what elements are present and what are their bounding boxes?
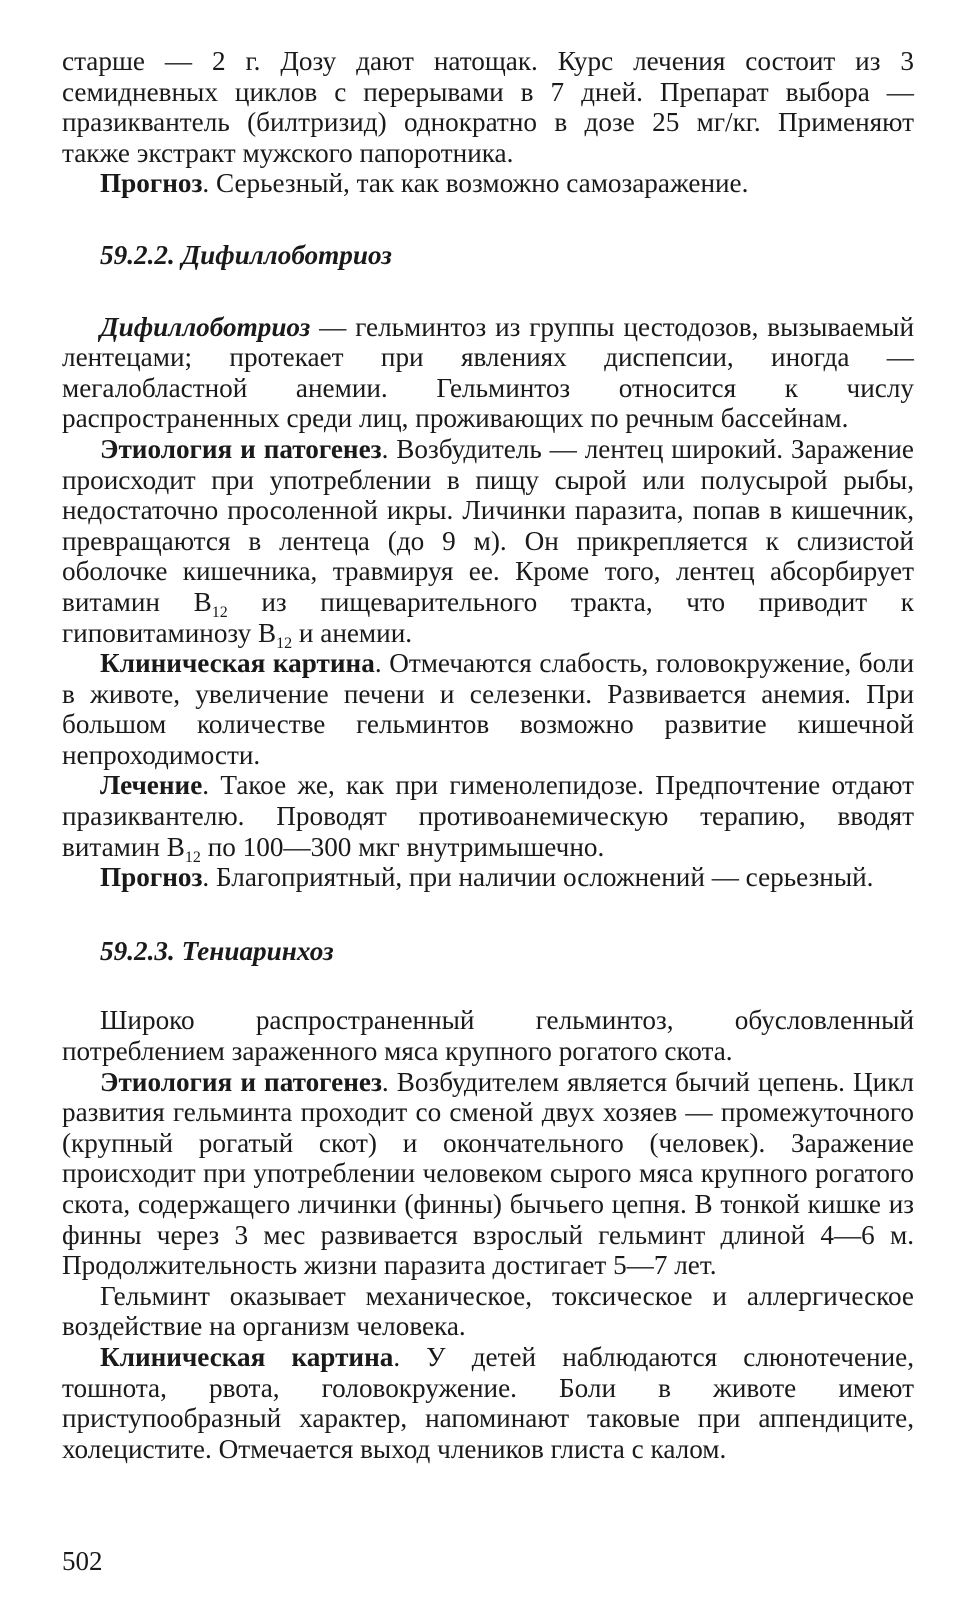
subscript-12: 12 — [184, 848, 201, 866]
paragraph-definition — [62, 312, 914, 434]
paragraph-etiology-1 — [62, 433, 914, 652]
definition-text: — гельминтоз из группы цестодозов, вызываемый лентецами; протекает при явлениях диспепсии, иногда — мегалобластной анемии. Гельминтоз относится к числу распространенных среди лиц, проживающих по речным бассейнам. — [62, 311, 914, 434]
paragraph-dosage: старше — 2 г. Дозу дают натощак. Курс лечения состоит из 3 семидневных циклов с перерывами в 7 дней. Препарат выбора — празиквантель (билтризид) однократно в дозе 25 мг/кг. Применяют также экстракт мужского папоротника. — [62, 46, 914, 168]
paragraph-etiology-2 — [62, 1067, 914, 1281]
paragraph-intro-2: Широко распространенный гельминтоз, обусловленный потреблением зараженного мяса крупного рогатого скота. — [62, 1005, 914, 1067]
clinical-label: Клиническая картина — [100, 648, 375, 679]
page-body — [62, 46, 914, 1464]
etiology-text: . Возбудителем является бычий цепень. Цикл развития гельминта проходит со сменой двух хозяев — промежуточного (крупный рогатый скот) и окончательного (человек). Заражение происходит при употреблении человеком сырого мяса крупного рогатого скота, содержащего личинки (финны) бычьего цепня. В тонкой кишке из финны через 3 мес развивается взрослый гельминт длиной 4—6 м. Продолжительность жизни паразита достигает 5—7 лет. — [62, 1066, 914, 1281]
section-title-diphyllobothriasis: 59.2.2. Дифиллоботриоз — [100, 239, 392, 270]
clinical-text: . У детей наблюдаются слюнотечение, тошнота, рвота, головокружение. Боли в животе имеют приступообразный характер, напоминают таковые при аппендиците, холецистите. Отмечается выход члеников глиста с калом. — [62, 1341, 915, 1464]
paragraph-treatment — [62, 770, 914, 866]
paragraph-prognosis-1 — [62, 168, 914, 199]
paragraph-clinical-2 — [62, 1342, 914, 1464]
page-number: 502 — [62, 1546, 103, 1576]
treatment-text-b: по 100—300 мкг внутримышечно. — [200, 831, 605, 862]
section-title-taeniarhynchosis: 59.2.3. Тениаринхоз — [100, 935, 334, 966]
paragraph-prognosis-2 — [62, 862, 914, 893]
treatment-text-a: . Такое же, как при гименолепидозе. Предпочтение отдают празиквантелю. Проводят противоанемическую терапию, вводят витамин B — [62, 770, 914, 862]
term-diphyllobothriasis: Дифиллоботриоз — [100, 311, 311, 342]
etiology-text-b: из пищеварительного тракта, что приводит к гиповитаминозу B — [62, 586, 914, 648]
treatment-label: Лечение — [100, 770, 203, 801]
clinical-label: Клиническая картина — [100, 1341, 394, 1372]
paragraph-effect: Гельминт оказывает механическое, токсическое и аллергическое воздействие на организм человека. — [62, 1280, 914, 1342]
subscript-12: 12 — [276, 634, 293, 652]
prognosis-label: Прогноз — [100, 168, 203, 199]
subscript-12: 12 — [211, 603, 228, 621]
prognosis-label: Прогноз — [100, 862, 203, 893]
prognosis-text: . Благоприятный, при наличии осложнений — серьезный. — [202, 862, 874, 893]
paragraph-clinical-1 — [62, 648, 914, 770]
etiology-text-a: . Возбудитель — лентец широкий. Заражение происходит при употреблении в пищу сырой или полусырой рыбы, недостаточно просоленной икры. Личинки паразита, попав в кишечник, превращаются в лентеца (до 9 м). Он прикрепляется к слизистой оболочке кишечника, травмируя ее. Кроме того, лентец абсорбирует витамин B — [62, 433, 914, 617]
etiology-label: Этиология и патогенез — [100, 1066, 382, 1097]
clinical-text: . Отмечаются слабость, головокружение, боли в животе, увеличение печени и селезенки. Развивается анемия. При большом количестве гельминтов возможно развитие кишечной непроходимости. — [62, 648, 914, 770]
prognosis-text: . Серьезный, так как возможно самозаражение. — [202, 168, 749, 199]
etiology-text-c: и анемии. — [292, 617, 413, 648]
etiology-label: Этиология и патогенез — [100, 433, 382, 464]
